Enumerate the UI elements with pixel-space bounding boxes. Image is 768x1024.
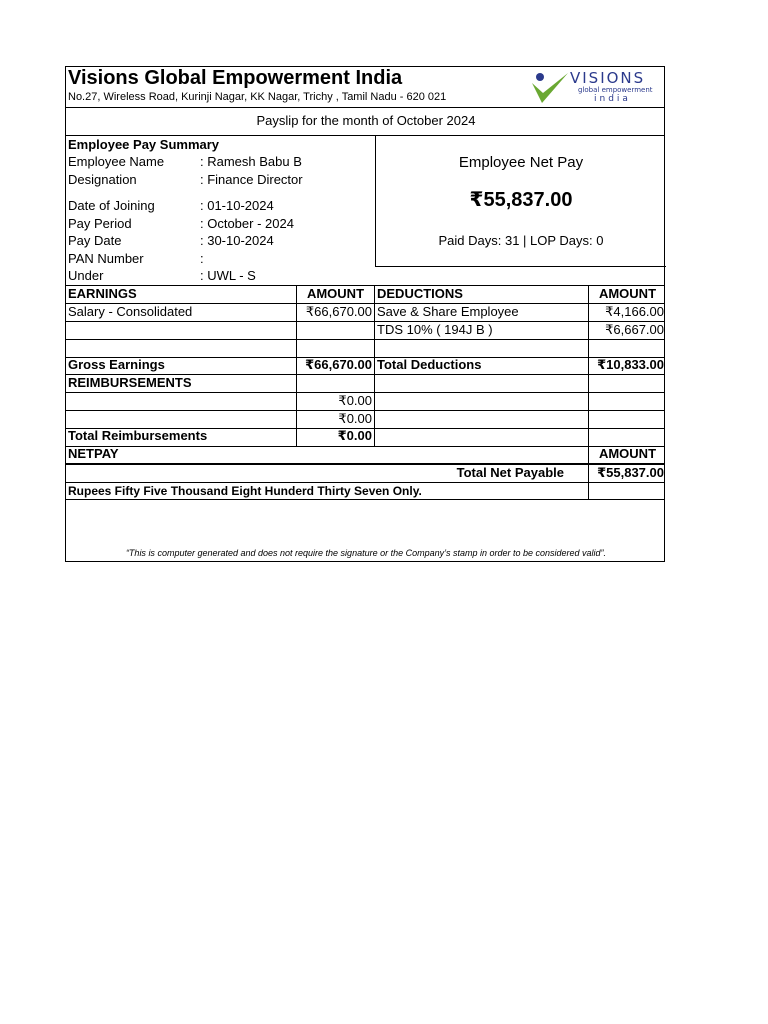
company-logo — [530, 69, 660, 107]
net-pay-label: Employee Net Pay — [458, 154, 584, 171]
reimbursement-item-amount: ₹0.00 — [338, 393, 372, 408]
pay-date-value: : 30-10-2024 — [200, 233, 274, 248]
reimbursements-header: REIMBURSEMENTS — [68, 375, 192, 390]
reimbursement-item-amount: ₹0.00 — [338, 411, 372, 426]
pay-date-label: Pay Date — [68, 233, 122, 248]
gross-earnings-amount: ₹66,670.00 — [305, 357, 372, 372]
deduction-item-amount: ₹6,667.00 — [605, 322, 664, 337]
total-deductions-label: Total Deductions — [377, 357, 482, 372]
pay-period-value: : October - 2024 — [200, 216, 294, 231]
logo-wordmark: VISIONS — [570, 69, 646, 87]
pay-period-label: Pay Period — [68, 216, 132, 231]
row-border — [66, 499, 664, 500]
row-border — [66, 446, 664, 447]
deduction-item-amount: ₹4,166.00 — [605, 304, 664, 319]
netpay-amount-header: AMOUNT — [598, 446, 657, 461]
designation-label: Designation — [68, 172, 137, 187]
paid-days-summary: Paid Days: 31 | LOP Days: 0 — [438, 233, 604, 248]
row-border — [66, 339, 664, 340]
row-border — [66, 463, 664, 465]
amount-in-words: Rupees Fifty Five Thousand Eight Hunderd Thirty Seven Only. — [68, 484, 422, 498]
total-net-payable-amount: ₹55,837.00 — [597, 465, 664, 480]
earnings-header: EARNINGS — [68, 286, 137, 301]
gross-earnings-label: Gross Earnings — [68, 357, 165, 372]
logo-tagline: global empowerment — [578, 86, 653, 94]
checkmark-logo-icon — [530, 69, 570, 107]
earning-item-label: Salary - Consolidated — [68, 304, 193, 319]
under-label: Under — [68, 268, 104, 283]
designation-value: : Finance Director — [200, 172, 303, 187]
logo-region: india — [594, 94, 631, 104]
under-value: : UWL - S — [200, 268, 256, 283]
deductions-header: DEDUCTIONS — [377, 286, 463, 301]
deduction-item-label: Save & Share Employee — [377, 304, 519, 319]
employee-name-value: : Ramesh Babu B — [200, 154, 302, 169]
summary-heading: Employee Pay Summary — [68, 137, 220, 152]
payslip-document — [65, 66, 665, 562]
company-address: No.27, Wireless Road, Kurinji Nagar, KK Nagar, Trichy , Tamil Nadu - 620 021 — [68, 91, 447, 103]
net-pay-amount: ₹55,837.00 — [469, 189, 573, 211]
deduction-item-label: TDS 10% ( 194J B ) — [377, 322, 493, 337]
row-border — [66, 321, 664, 322]
deductions-amount-header: AMOUNT — [598, 286, 657, 301]
total-reimbursements-label: Total Reimbursements — [68, 428, 208, 443]
date-of-joining-label: Date of Joining — [68, 198, 155, 213]
total-reimbursements-amount: ₹0.00 — [337, 428, 372, 443]
pan-number-label: PAN Number — [68, 251, 144, 266]
payslip-title: Payslip for the month of October 2024 — [256, 113, 476, 128]
pan-number-value: : — [200, 251, 204, 266]
earning-item-amount: ₹66,670.00 — [305, 304, 372, 319]
total-deductions-amount: ₹10,833.00 — [597, 357, 664, 372]
total-net-payable-label: Total Net Payable — [456, 465, 564, 480]
footer-disclaimer: “This is computer generated and does not require the signature or the Company’s stamp in order to be considered valid”. — [125, 548, 607, 558]
company-name: Visions Global Empowerment India — [68, 67, 403, 89]
earnings-amount-header: AMOUNT — [306, 286, 365, 301]
employee-name-label: Employee Name — [68, 154, 165, 169]
divider — [66, 107, 664, 108]
netpay-header: NETPAY — [68, 446, 119, 461]
column-divider — [374, 285, 375, 447]
date-of-joining-value: : 01-10-2024 — [200, 198, 274, 213]
